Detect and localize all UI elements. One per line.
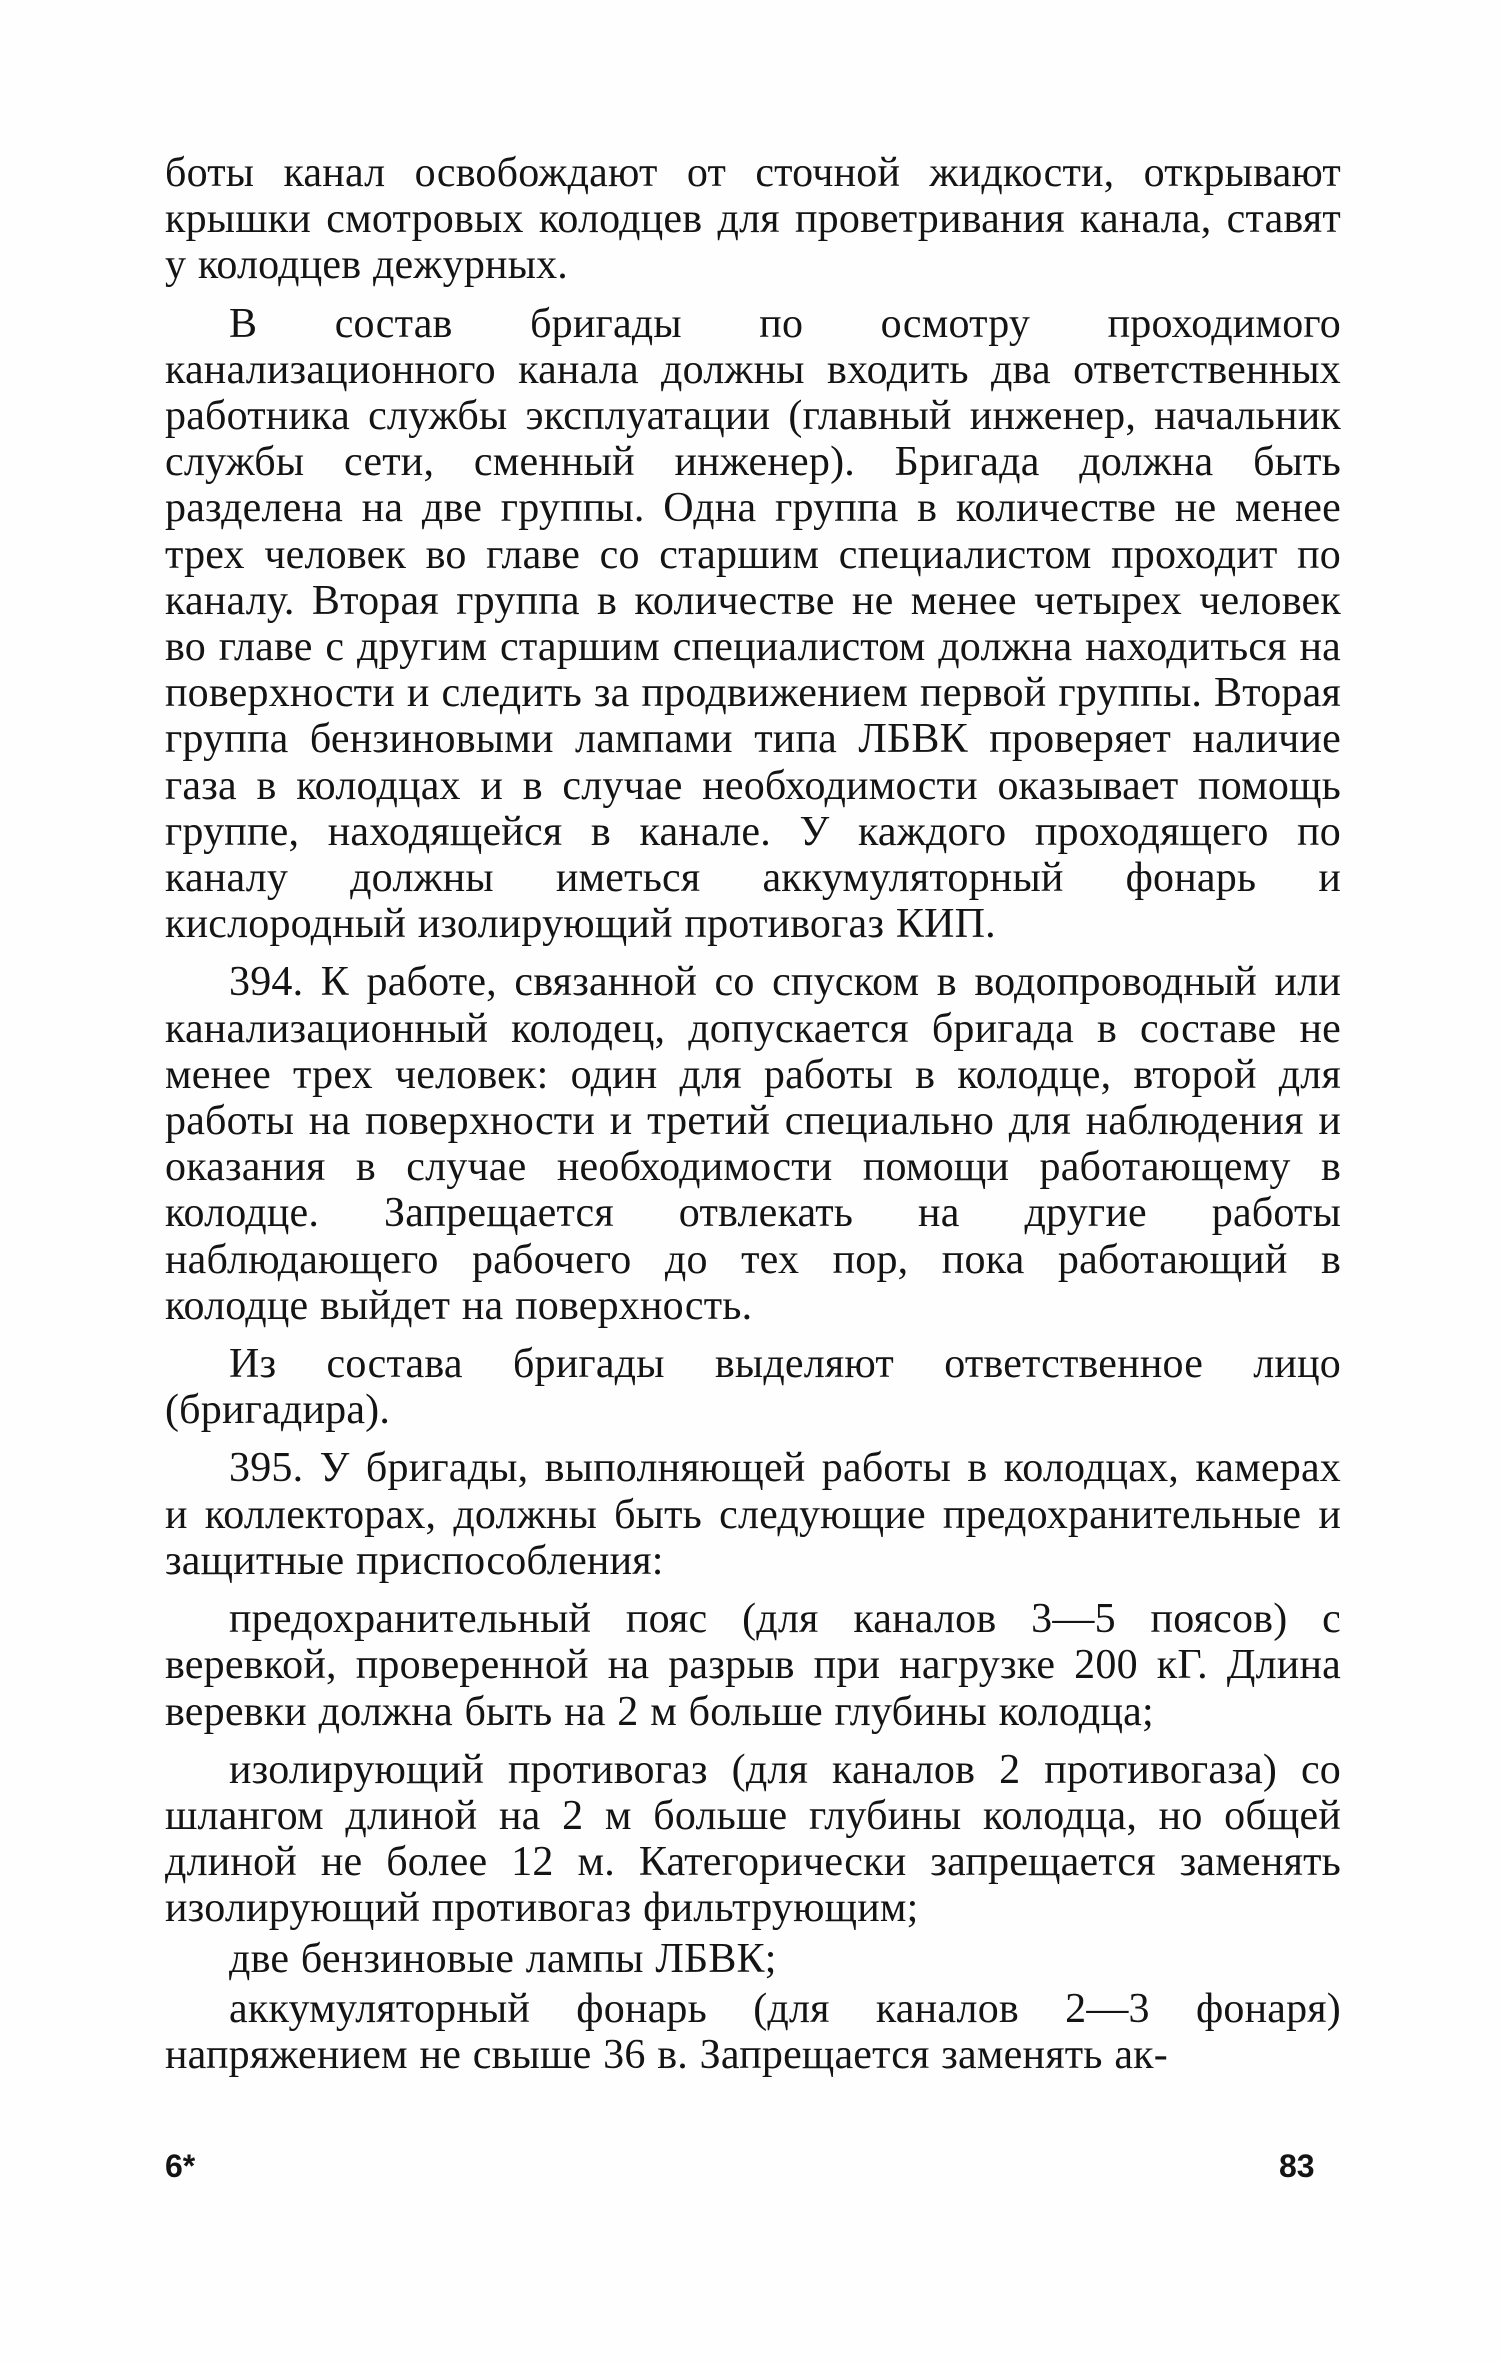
list-item-gas-mask: изолирующий противогаз (для каналов 2 противогаза) со шлангом длиной на 2 м больше глубины колодца, но общей длиной не более 12 м. Категорически запрещается заменять изолирующий противогаз фильтрующим; (165, 1746, 1341, 1932)
paragraph-continuation: боты канал освобождают от сточной жидкости, открывают крышки смотровых колодцев для проветривания канала, ставят у колодцев дежурных. (165, 150, 1341, 289)
paragraph-395: 395. У бригады, выполняющей работы в колодцах, камерах и коллекторах, должны быть следующие предохранительные и защитные приспособления: (165, 1445, 1341, 1584)
paragraph-394: 394. К работе, связанной со спуском в водопроводный или канализационный колодец, допускается бригада в составе не менее трех человек: один для работы в колодце, второй для работы на поверхности и третий специально для наблюдения и оказания в случае необходимости помощи работающему в колодце. Запрещается отвлекать на другие работы наблюдающего рабочего до тех пор, пока работающий в колодце выйдет на поверхность. (165, 959, 1341, 1329)
body-text (165, 150, 1341, 2090)
list-item-safety-belt: предохранительный пояс (для каналов 3—5 поясов) с веревкой, проверенной на разрыв при нагрузке 200 кГ. Длина веревки должна быть на 2 м больше глубины колодца; (165, 1596, 1341, 1735)
list-item-flashlight: аккумуляторный фонарь (для каналов 2—3 фонаря) напряжением не свыше 36 в. Запрещается заменять ак- (165, 1985, 1341, 2078)
paragraph-brigade-composition: В состав бригады по осмотру проходимого канализационного канала должны входить два ответственных работника службы эксплуатации (главный инженер, начальник службы сети, сменный инженер). Бригада должна быть разделена на две группы. Одна группа в количестве не менее трех человек во главе со старшим специалистом проходит по каналу. Вторая группа в количестве не менее четырех человек во главе с другим старшим специалистом должна находиться на поверхности и следить за продвижением первой группы. Вторая группа бензиновыми лампами типа ЛБВК проверяет наличие газа в колодцах и в случае необходимости оказывает помощь группе, находящейся в канале. У каждого проходящего по каналу должны иметься аккумуляторный фонарь и кислородный изолирующий противогаз КИП. (165, 300, 1341, 948)
list-item-lamps: две бензиновые лампы ЛБВК; (229, 1935, 777, 1982)
paragraph-foreman: Из состава бригады выделяют ответственное лицо (бригадира). (165, 1341, 1341, 1434)
page-number: 83 (1279, 2148, 1315, 2184)
signature-mark: 6* (165, 2148, 196, 2184)
